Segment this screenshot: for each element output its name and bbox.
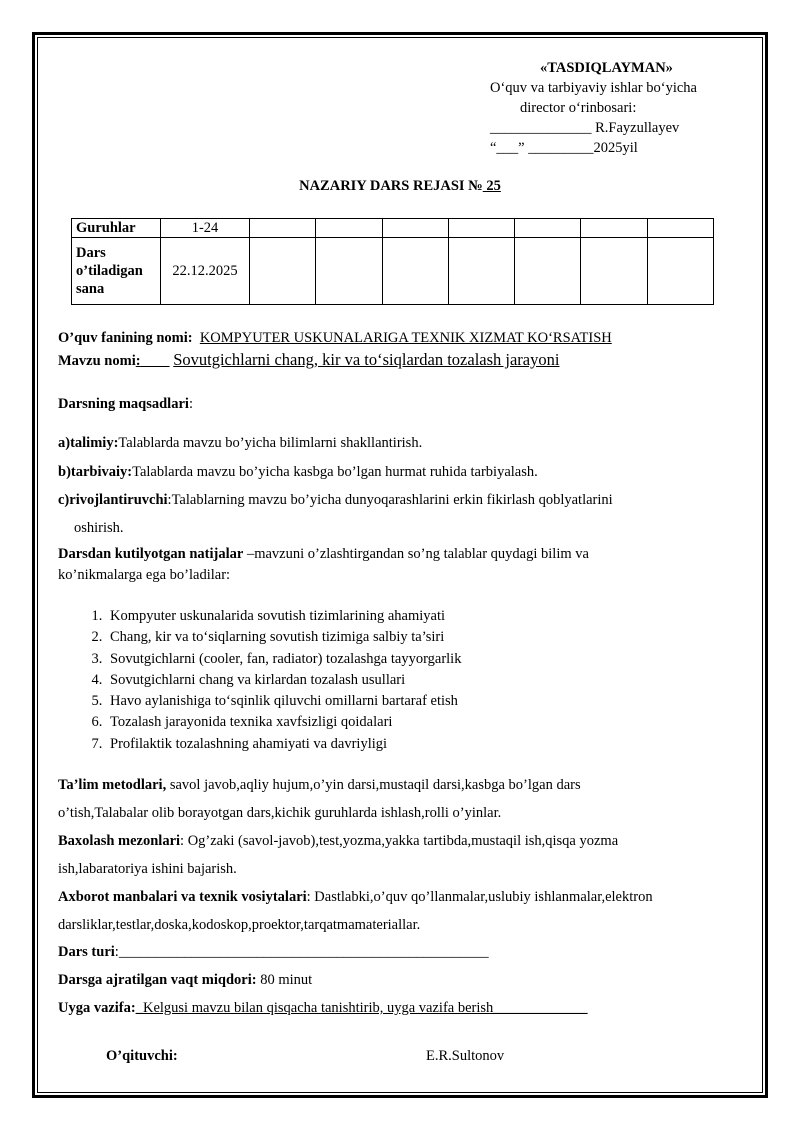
sources-line: [58, 889, 653, 906]
list-item: 5. Havo aylanishiga to‘sqinlik qiluvchi omillarni bartaraf etish: [106, 691, 461, 712]
results-list: [58, 606, 461, 755]
approval-position: O‘quv va tarbiyaviy ishlar bo‘yicha: [490, 80, 697, 96]
document-title: [0, 178, 800, 195]
list-item: 2. Chang, kir va to‘siqlarning sovutish tizimiga salbiy ta’siri: [106, 627, 461, 648]
goals-heading-text: Darsning maqsadlari: [58, 396, 189, 412]
table-cell: [581, 238, 647, 305]
list-item: 1. Kompyuter uskunalarida sovutish tizimlarining ahamiyati: [106, 606, 461, 627]
topic-blank: [141, 353, 170, 369]
table-cell: [250, 238, 316, 305]
time-label: Darsga ajratilgan vaqt miqdori:: [58, 972, 257, 988]
lesson-type-label: Dars turi: [58, 944, 115, 960]
topic-line: [58, 350, 559, 370]
table-cell: [515, 219, 581, 238]
lesson-type-blank: :___________________________________________________: [114, 944, 489, 960]
homework-line: [58, 1000, 588, 1017]
subject-line: [58, 330, 612, 347]
results-text: –mavzuni o’zlashtirgandan so’ng talablar quydagi bilim va: [243, 546, 589, 562]
topic-label: Mavzu nomi: [58, 353, 136, 369]
goal-c-continued: oshirish.: [74, 520, 124, 536]
date-header: Dars o’tiladigan sana: [72, 238, 161, 305]
goal-b-label: b)tarbivaiy:: [58, 464, 133, 480]
goal-c-label: c)rivojlantiruvchi: [58, 492, 168, 508]
goal-a-text: Talablarda mavzu bo’yicha bilimlarni shakllantirish.: [118, 435, 423, 451]
results-label: Darsdan kutilyotgan natijalar: [58, 546, 244, 562]
table-cell: [448, 238, 514, 305]
page-border-inner: [37, 37, 763, 1093]
teacher-name: E.R.Sultonov: [426, 1048, 505, 1064]
teacher-label: O’qituvchi:: [106, 1048, 178, 1064]
approval-signature: ______________ R.Fayzullayev: [490, 120, 680, 136]
goal-a-label: a)talimiy:: [58, 435, 119, 451]
table-cell: [316, 219, 382, 238]
list-item: 4. Sovutgichlarni chang va kirlardan tozalash usullari: [106, 670, 461, 691]
subject-label: O’quv fanining nomi:: [58, 330, 193, 346]
approval-block: [490, 58, 730, 158]
approval-date: “___” _________2025yil: [490, 140, 638, 156]
assessment-line: [58, 833, 618, 850]
sources-label: Axborot manbalari va texnik vosiytalari: [58, 889, 307, 905]
topic-colon: :: [135, 353, 141, 369]
table-cell: [448, 219, 514, 238]
goal-a: [58, 435, 422, 452]
table-cell: [515, 238, 581, 305]
groups-value: 1-24: [161, 219, 250, 238]
lesson-type-line: [58, 944, 489, 961]
sources-line-continued: darsliklar,testlar,doska,kodoskop,proektor,tarqatmamateriallar.: [58, 917, 421, 933]
list-item: 3. Sovutgichlarni (cooler, fan, radiator) tozalashga tayyorgarlik: [106, 649, 461, 670]
table-row: [72, 238, 714, 305]
methods-label: Ta’lim metodlari,: [58, 777, 167, 793]
results-intro: [58, 546, 589, 563]
time-value: 80 minut: [256, 972, 313, 988]
groups-table: [71, 218, 714, 305]
goals-heading-colon: :: [188, 396, 193, 412]
topic-value: Sovutgichlarni chang, kir va to‘siqlardan tozalash jarayoni: [173, 350, 560, 369]
sources-text: : Dastlabki,o’quv qo’llanmalar,uslubiy ishlanmalar,elektron: [306, 889, 653, 905]
groups-header: Guruhlar: [72, 219, 161, 238]
table-cell: [581, 219, 647, 238]
assessment-line-continued: ish,labaratoriya ishini bajarish.: [58, 861, 237, 877]
table-cell: [250, 219, 316, 238]
table-cell: [382, 238, 448, 305]
approval-role: director o‘rinbosari:: [520, 100, 637, 116]
goal-c-text: :Talablarning mavzu bo’yicha dunyoqarashlarini erkin fikirlash qoblyatlarini: [167, 492, 613, 508]
methods-text: savol javob,aqliy hujum,o’yin darsi,mustaqil darsi,kasbga bo’lgan dars: [166, 777, 581, 793]
results-intro-continued: ko’nikmalarga ega bo’ladilar:: [58, 567, 231, 583]
assessment-label: Baxolash mezonlari: [58, 833, 181, 849]
homework-label: Uyga vazifa:: [58, 1000, 136, 1016]
table-cell: [647, 219, 713, 238]
approval-title: «TASDIQLAYMAN»: [540, 60, 673, 76]
table-cell: [316, 238, 382, 305]
list-item: 6. Tozalash jarayonida texnika xavfsizligi qoidalari: [106, 712, 461, 733]
goal-b: [58, 464, 538, 481]
time-line: [58, 972, 312, 989]
document-number: 25: [482, 178, 501, 194]
goals-heading: [58, 396, 193, 413]
goal-c: [58, 492, 613, 509]
table-row: [72, 219, 714, 238]
list-item: 7. Profilaktik tozalashning ahamiyati va davriyligi: [106, 734, 461, 755]
assessment-text: : Og’zaki (savol-javob),test,yozma,yakka tartibda,mustaqil ish,qisqa yozma: [180, 833, 619, 849]
subject-value: KOMPYUTER USKUNALARIGA TEXNIK XIZMAT KO‘RSATISH: [199, 330, 612, 346]
table-cell: [382, 219, 448, 238]
methods-line: [58, 777, 581, 794]
date-value: 22.12.2025: [161, 238, 250, 305]
homework-value: _Kelgusi mavzu bilan qisqacha tanishtirib, uyga vazifa berish_____________: [135, 1000, 588, 1016]
document-title-text: NAZARIY DARS REJASI №: [299, 178, 483, 194]
methods-line-continued: o’tish,Talabalar olib borayotgan dars,kichik guruhlarda ishlash,rolli o’yinlar.: [58, 805, 502, 821]
goal-b-text: Talablarda mavzu bo’yicha kasbga bo’lgan hurmat ruhida tarbiyalash.: [132, 464, 538, 480]
table-cell: [647, 238, 713, 305]
